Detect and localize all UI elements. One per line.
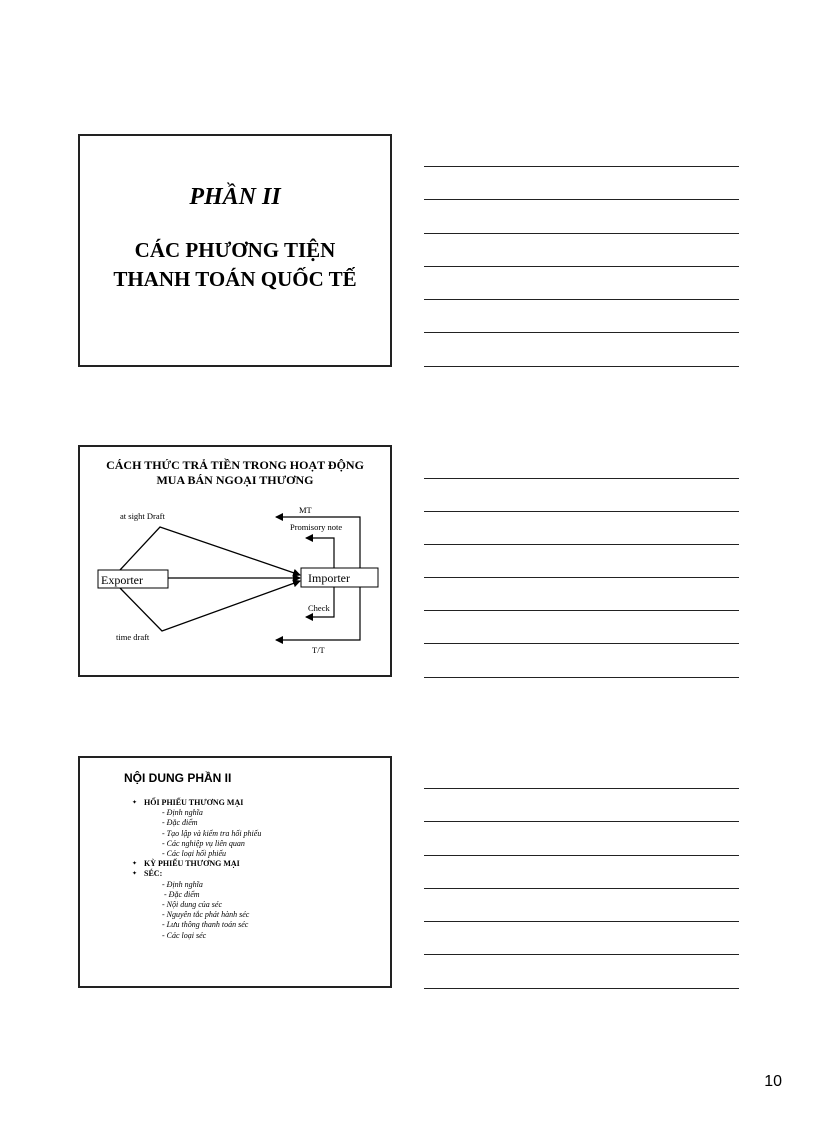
- note-line: [424, 577, 739, 578]
- note-line: [424, 478, 739, 479]
- note-line: [424, 544, 739, 545]
- importer-label: Importer: [308, 571, 350, 585]
- payment-flow-diagram: [80, 447, 390, 675]
- slide-2-title-line-1: CÁCH THỨC TRẢ TIỀN TRONG HOẠT ĐỘNG: [106, 458, 364, 472]
- list-item: - Đặc điểm: [162, 818, 198, 828]
- section-title: ✦ KỲ PHIẾU THƯƠNG MẠI: [132, 859, 261, 869]
- part-title: [80, 236, 390, 294]
- note-line: [424, 166, 739, 167]
- note-line: [424, 855, 739, 856]
- list-item: - Lưu thông thanh toán séc: [162, 920, 249, 930]
- list-item: - Các loại hối phiếu: [162, 849, 226, 859]
- note-line: [424, 610, 739, 611]
- slide-contents: [78, 756, 392, 988]
- tt-arrow: [276, 587, 360, 640]
- note-line: [424, 954, 739, 955]
- section-title: ✦ HỐI PHIẾU THƯƠNG MẠI: [132, 798, 261, 808]
- note-line: [424, 366, 739, 367]
- page-number: 10: [764, 1073, 782, 1090]
- note-line: [424, 677, 739, 678]
- list-item: - Nội dung của séc: [162, 900, 222, 910]
- note-line: [424, 821, 739, 822]
- contents-list: [132, 798, 261, 941]
- section-title: ✦ SÉC:: [132, 869, 261, 879]
- part-label: PHẦN II: [189, 184, 281, 210]
- slide-payment-methods: [78, 445, 392, 677]
- contents-heading: NỘI DUNG PHẦN II: [124, 771, 232, 785]
- note-line: [424, 511, 739, 512]
- tt-label: T/T: [312, 645, 325, 655]
- check-label: Check: [308, 603, 330, 613]
- note-line: [424, 233, 739, 234]
- list-item: - Tạo lập và kiểm tra hối phiếu: [162, 828, 262, 838]
- mt-label: MT: [299, 505, 312, 515]
- slide-part-title: [78, 134, 392, 367]
- at-sight-draft-label: at sight Draft: [120, 511, 165, 521]
- at-sight-draft-arrow: [120, 527, 300, 575]
- part-title-line-2: THANH TOÁN QUỐC TẾ: [113, 267, 357, 291]
- part-title-line-1: CÁC PHƯƠNG TIỆN: [134, 238, 336, 262]
- list-item: - Đặc điểm: [164, 889, 200, 899]
- slide-2-title-line-2: MUA BÁN NGOẠI THƯƠNG: [156, 473, 314, 487]
- note-line: [424, 888, 739, 889]
- note-line: [424, 988, 739, 989]
- note-line: [424, 921, 739, 922]
- list-item: - Nguyên tắc phát hành séc: [162, 910, 250, 920]
- exporter-label: Exporter: [101, 573, 143, 587]
- note-line: [424, 643, 739, 644]
- note-line: [424, 788, 739, 789]
- note-line: [424, 266, 739, 267]
- list-item: - Các loại séc: [162, 930, 207, 940]
- promisory-note-arrow: [306, 538, 334, 568]
- list-item: - Định nghĩa: [162, 808, 203, 818]
- note-line: [424, 199, 739, 200]
- list-item: - Định nghĩa: [162, 879, 203, 889]
- note-line: [424, 299, 739, 300]
- promisory-note-label: Promisory note: [290, 522, 343, 532]
- time-draft-label: time draft: [116, 632, 150, 642]
- list-item: - Các nghiệp vụ liên quan: [162, 838, 245, 848]
- note-line: [424, 332, 739, 333]
